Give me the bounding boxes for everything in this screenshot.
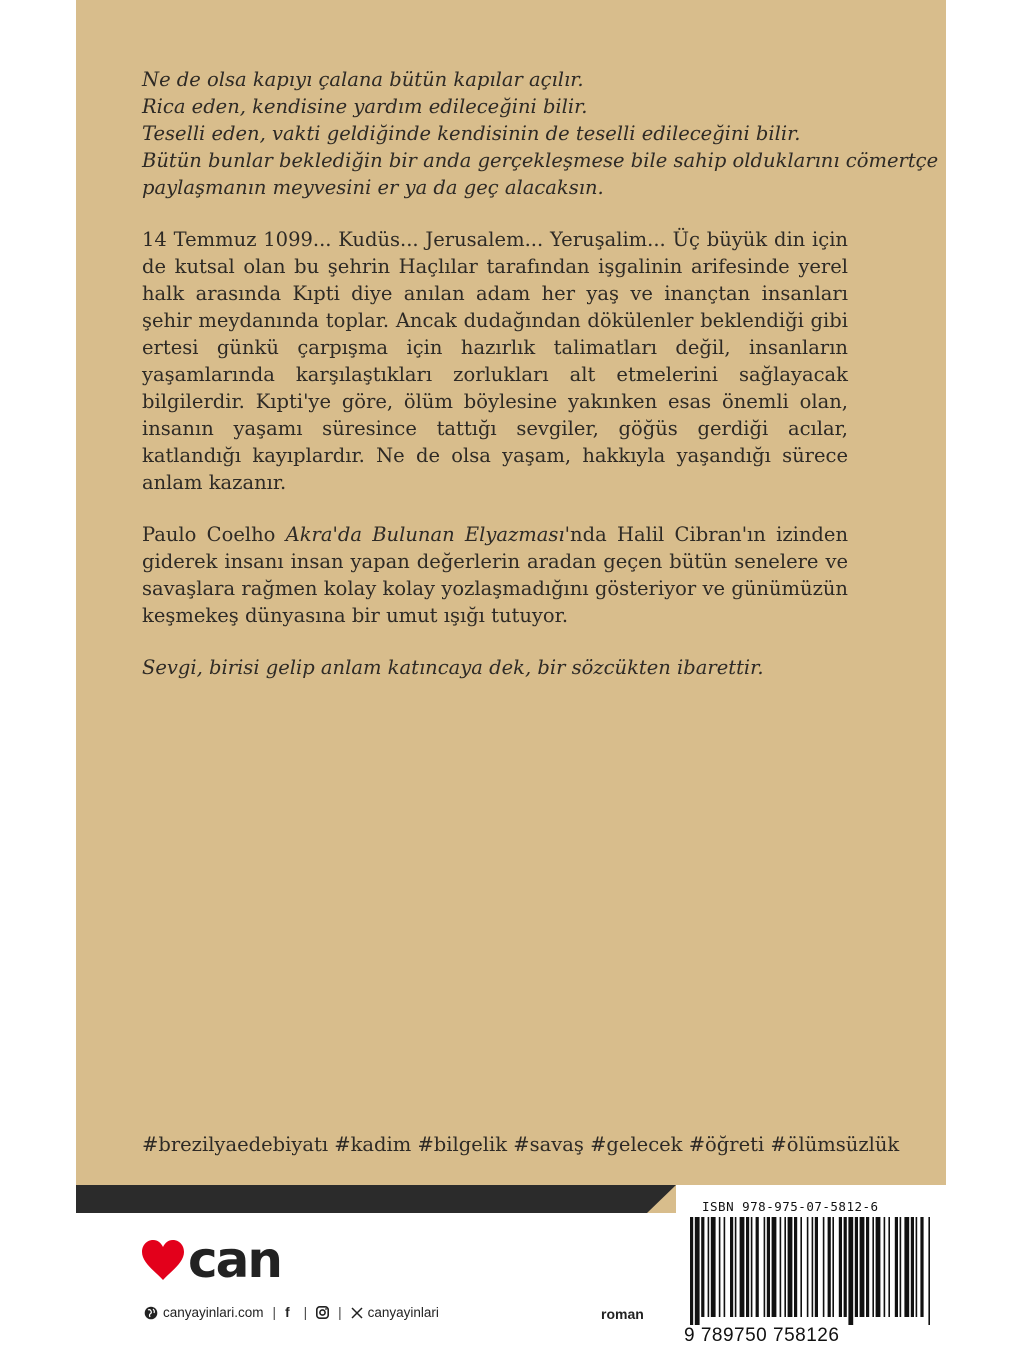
epigraph-line: paylaşmanın meyvesini er ya da geç alacaksın. xyxy=(142,176,604,199)
social-links xyxy=(144,1305,439,1320)
blurb-text xyxy=(142,66,939,706)
x-icon[interactable] xyxy=(351,1307,363,1319)
epigraph-line: Rica eden, kendisine yardım edileceğini bilir. xyxy=(142,95,588,118)
separator: | xyxy=(338,1305,342,1320)
website-link[interactable]: canyayinlari.com xyxy=(163,1305,264,1320)
separator: | xyxy=(303,1305,308,1320)
author-paragraph-end: 'nda Halil Cibran'ın izinden giderek insanı insan yapan değerlerin aradan geçen bütün senelere ve savaşlara rağmen kolay kolay yozlaşmadığını gösteriyor ve günümüzün keşmekeş dünyasına bir umut ışığı tutuyor. xyxy=(142,523,848,627)
back-cover xyxy=(76,0,946,1360)
barcode-digits: 9 789750 758126 xyxy=(684,1325,840,1346)
epigraph-line: Bütün bunlar beklediğin bir anda gerçekleşmese bile sahip olduklarını cömertçe xyxy=(142,149,939,172)
author-paragraph xyxy=(142,521,848,629)
author-paragraph-start: Paulo Coelho xyxy=(142,523,286,546)
closing-quote: Sevgi, birisi gelip anlam katıncaya dek, bir sözcükten ibarettir. xyxy=(142,656,764,679)
book-title: Akra'da Bulunan Elyazması xyxy=(285,523,565,546)
facebook-icon[interactable]: f xyxy=(285,1305,290,1320)
twitter-handle[interactable]: canyayinlari xyxy=(367,1305,439,1320)
isbn-label: ISBN 978-975-07-5812-6 xyxy=(702,1199,879,1214)
logo-wordmark: can xyxy=(188,1231,281,1289)
globe-icon xyxy=(144,1306,158,1320)
heart-icon xyxy=(140,1239,186,1281)
epigraph-line: Teselli eden, vakti geldiğinde kendisinin de teselli edileceğini bilir. xyxy=(142,122,801,145)
epigraph-line: Ne de olsa kapıyı çalana bütün kapılar açılır. xyxy=(142,68,584,91)
separator: | xyxy=(272,1305,277,1320)
barcode xyxy=(686,1217,936,1325)
instagram-icon[interactable] xyxy=(316,1306,329,1319)
epigraph xyxy=(142,66,939,201)
hashtags: #brezilyaedebiyatı #kadim #bilgelik #savaş #gelecek #öğreti #ölümsüzlük xyxy=(142,1133,900,1156)
genre-label: roman xyxy=(601,1306,644,1322)
publisher-logo xyxy=(140,1231,281,1289)
publisher-panel xyxy=(76,1213,676,1360)
summary-paragraph: 14 Temmuz 1099... Kudüs... Jerusalem... Yeruşalim... Üç büyük din için de kutsal olan bu şehrin Haçlılar tarafından işgalinin arifesinde yerel halk arasında Kıpti diye anılan adam her yaş ve inançtan insanları şehir meydanında toplar. Ancak dudağından dökülenler beklendiği gibi ertesi günkü çarpışma için hazırlık talimatları değil, insanların yaşamlarında karşılaştıkları zorlukları alt etmelerini sağlayacak bilgilerdir. Kıpti'ye göre, ölüm böylesine yakınken esas önemli olan, insanın yaşamı süresince tattığı sevgiler, göğüs gerdiği acılar, katlandığı kayıplardır. Ne de olsa yaşam, hakkıyla yaşandığı sürece anlam kazanır. xyxy=(142,228,848,494)
barcode-panel xyxy=(676,1185,946,1360)
